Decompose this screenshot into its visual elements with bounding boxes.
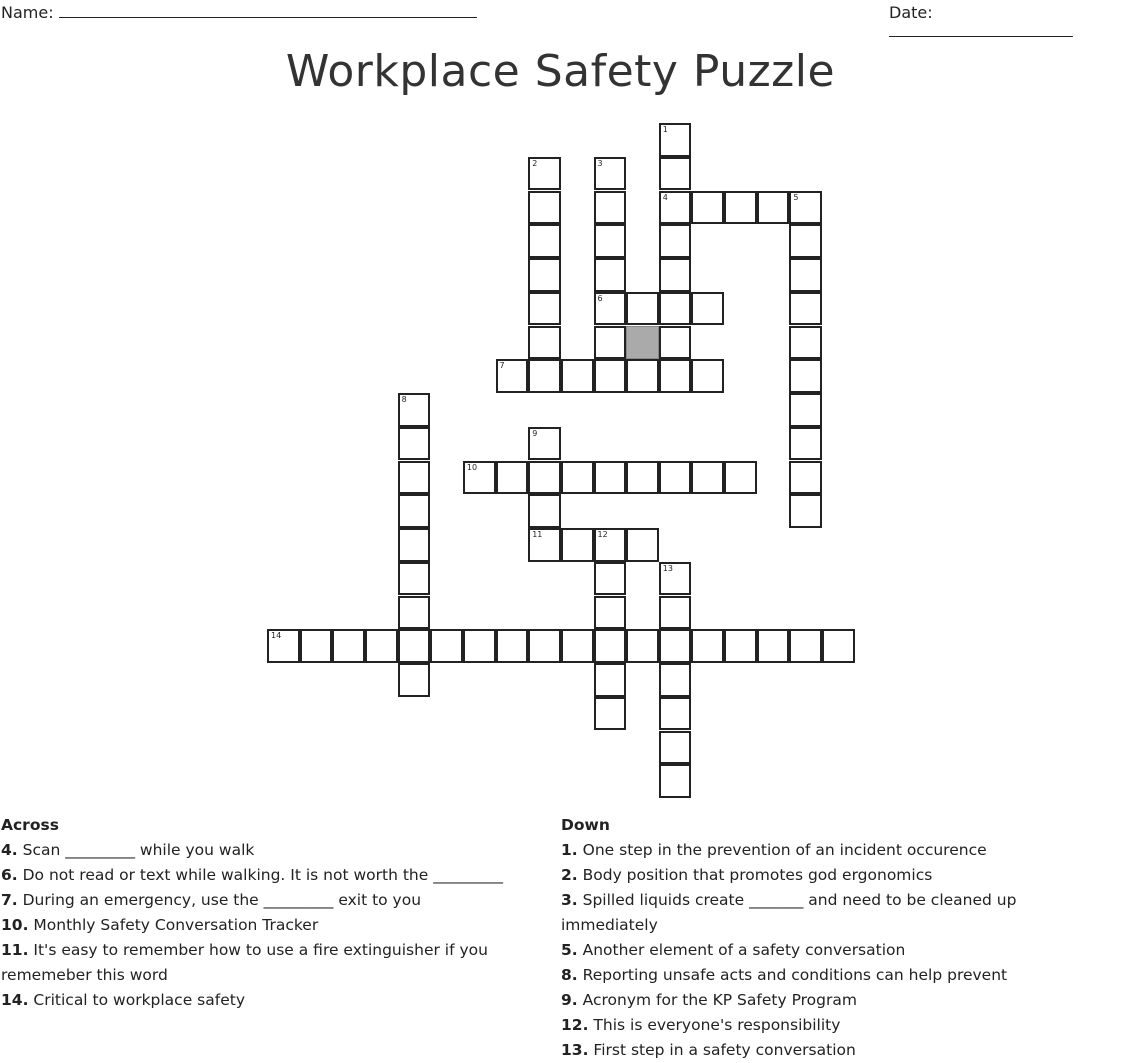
clue-across-11: 11. It's easy to remember how to use a fire extinguisher if you rememeber this word [1, 941, 488, 984]
puzzle-cell[interactable] [659, 764, 692, 798]
cell-number: 10 [466, 462, 478, 472]
puzzle-cell[interactable] [789, 224, 822, 258]
puzzle-cell[interactable] [594, 697, 627, 731]
puzzle-cell[interactable] [561, 528, 594, 562]
puzzle-cell[interactable] [659, 292, 692, 326]
puzzle-cell[interactable] [528, 326, 561, 360]
puzzle-cell[interactable] [594, 157, 627, 191]
puzzle-cell[interactable] [528, 528, 561, 562]
cell-number: 3 [597, 158, 603, 168]
puzzle-cell[interactable] [659, 224, 692, 258]
puzzle-cell[interactable] [789, 292, 822, 326]
puzzle-cell[interactable] [659, 629, 692, 663]
cell-number: 7 [499, 361, 505, 371]
cell-number: 2 [532, 158, 538, 168]
puzzle-cell[interactable] [659, 123, 692, 157]
puzzle-cell[interactable] [594, 562, 627, 596]
puzzle-cell[interactable] [724, 461, 757, 495]
puzzle-cell[interactable] [822, 629, 855, 663]
puzzle-cell[interactable] [398, 461, 431, 495]
puzzle-cell[interactable] [789, 258, 822, 292]
puzzle-cell[interactable] [398, 427, 431, 461]
puzzle-cell[interactable] [626, 292, 659, 326]
puzzle-cell[interactable] [398, 663, 431, 697]
cell-number: 14 [271, 631, 282, 641]
puzzle-cell[interactable] [789, 191, 822, 225]
cell-number: 6 [597, 293, 603, 303]
clue-down-8: 8. Reporting unsafe acts and conditions can help prevent [561, 966, 1008, 984]
puzzle-cell[interactable] [659, 596, 692, 630]
puzzle-cell[interactable] [659, 731, 692, 765]
puzzle-cell[interactable] [528, 224, 561, 258]
puzzle-cell[interactable] [594, 224, 627, 258]
clue-down-12: 12. This is everyone's responsibility [561, 1016, 841, 1034]
across-clues [1, 813, 541, 1013]
puzzle-cell[interactable] [398, 629, 431, 663]
puzzle-cell[interactable] [691, 292, 724, 326]
puzzle-cell[interactable] [626, 359, 659, 393]
puzzle-cell[interactable] [300, 629, 333, 663]
puzzle-cell[interactable] [789, 461, 822, 495]
puzzle-cell[interactable] [659, 157, 692, 191]
puzzle-cell[interactable] [594, 258, 627, 292]
puzzle-cell[interactable] [789, 326, 822, 360]
puzzle-cell[interactable] [594, 596, 627, 630]
puzzle-cell[interactable] [724, 629, 757, 663]
puzzle-cell[interactable] [659, 697, 692, 731]
cell-number: 1 [662, 125, 668, 134]
puzzle-cell[interactable] [659, 191, 692, 225]
page-title: Workplace Safety Puzzle [285, 46, 836, 97]
puzzle-cell[interactable] [528, 292, 561, 326]
puzzle-cell[interactable] [757, 629, 790, 663]
puzzle-cell[interactable] [626, 629, 659, 663]
cell-number: 11 [532, 530, 543, 539]
clue-across-14: 14. Critical to workplace safety [1, 991, 245, 1009]
puzzle-cell[interactable] [626, 461, 659, 495]
cell-number: 8 [401, 395, 407, 404]
cell-number: 9 [532, 428, 538, 438]
puzzle-cell[interactable] [528, 359, 561, 393]
clue-down-5: 5. Another element of a safety conversation [561, 941, 906, 959]
puzzle-cell[interactable] [659, 326, 692, 360]
down-heading: Down [561, 816, 610, 834]
clue-across-4: 4. Scan _________ while you walk [1, 841, 255, 859]
puzzle-cell[interactable] [659, 663, 692, 697]
puzzle-cell[interactable] [659, 461, 692, 495]
puzzle-cell[interactable] [561, 359, 594, 393]
puzzle-cell[interactable] [463, 461, 496, 495]
clue-across-7: 7. During an emergency, use the _________ exit to you [1, 891, 422, 909]
cell-number: 4 [662, 192, 668, 202]
puzzle-cell[interactable] [594, 359, 627, 393]
puzzle-cell[interactable] [496, 461, 529, 495]
puzzle-cell[interactable] [267, 629, 300, 663]
puzzle-cell[interactable] [528, 494, 561, 528]
puzzle-cell[interactable] [594, 629, 627, 663]
puzzle-cell[interactable] [365, 629, 398, 663]
puzzle-cell[interactable] [626, 528, 659, 562]
puzzle-cell[interactable] [398, 494, 431, 528]
clue-across-6: 6. Do not read or text while walking. It is not worth the _________ [1, 866, 503, 884]
puzzle-cell[interactable] [594, 191, 627, 225]
clue-down-13: 13. First step in a safety conversation [561, 1041, 856, 1059]
puzzle-cell[interactable] [724, 191, 757, 225]
puzzle-cell[interactable] [398, 596, 431, 630]
puzzle-cell[interactable] [594, 528, 627, 562]
puzzle-cell[interactable] [789, 629, 822, 663]
clue-down-1: 1. One step in the prevention of an incident occurence [561, 841, 987, 859]
puzzle-cell[interactable] [594, 326, 627, 360]
puzzle-cell[interactable] [691, 191, 724, 225]
puzzle-cell[interactable] [789, 359, 822, 393]
puzzle-cell[interactable] [757, 191, 790, 225]
puzzle-cell[interactable] [659, 258, 692, 292]
puzzle-cell[interactable] [398, 393, 431, 427]
across-heading: Across [1, 816, 59, 834]
puzzle-cell[interactable] [332, 629, 365, 663]
puzzle-cell[interactable] [691, 461, 724, 495]
cell-number: 13 [662, 563, 673, 573]
puzzle-cell[interactable] [789, 393, 822, 427]
clue-down-9: 9. Acronym for the KP Safety Program [561, 991, 857, 1009]
puzzle-cell[interactable] [659, 562, 692, 596]
puzzle-cell[interactable] [398, 528, 431, 562]
name-line[interactable] [59, 3, 477, 18]
puzzle-cell[interactable] [528, 629, 561, 663]
puzzle-cell[interactable] [789, 494, 822, 528]
name-label: Name: [1, 3, 54, 22]
puzzle-cell[interactable] [659, 359, 692, 393]
clue-across-10: 10. Monthly Safety Conversation Tracker [1, 916, 319, 934]
cell-number: 5 [793, 192, 799, 202]
puzzle-cell[interactable] [430, 629, 463, 663]
puzzle-cell[interactable] [594, 292, 627, 326]
puzzle-cell[interactable] [561, 461, 594, 495]
shaded-cell [626, 326, 659, 360]
puzzle-cell[interactable] [691, 359, 724, 393]
puzzle-cell[interactable] [463, 629, 496, 663]
puzzle-cell[interactable] [528, 461, 561, 495]
puzzle-cell[interactable] [528, 191, 561, 225]
date-field[interactable] [889, 3, 1121, 41]
puzzle-cell[interactable] [594, 461, 627, 495]
date-label: Date: [889, 3, 933, 22]
puzzle-cell[interactable] [691, 629, 724, 663]
puzzle-cell[interactable] [561, 629, 594, 663]
date-line[interactable] [889, 22, 1073, 37]
name-field[interactable] [1, 3, 477, 22]
puzzle-cell[interactable] [528, 427, 561, 461]
puzzle-cell[interactable] [398, 562, 431, 596]
puzzle-cell[interactable] [789, 427, 822, 461]
down-clues [561, 813, 1061, 1063]
clue-down-3: 3. Spilled liquids create _______ and need to be cleaned up immediately [561, 891, 1017, 934]
puzzle-cell[interactable] [528, 157, 561, 191]
puzzle-cell[interactable] [496, 359, 529, 393]
cell-number: 12 [597, 530, 608, 539]
puzzle-cell[interactable] [496, 629, 529, 663]
clue-down-2: 2. Body position that promotes god ergonomics [561, 866, 933, 884]
puzzle-cell[interactable] [594, 663, 627, 697]
puzzle-cell[interactable] [528, 258, 561, 292]
